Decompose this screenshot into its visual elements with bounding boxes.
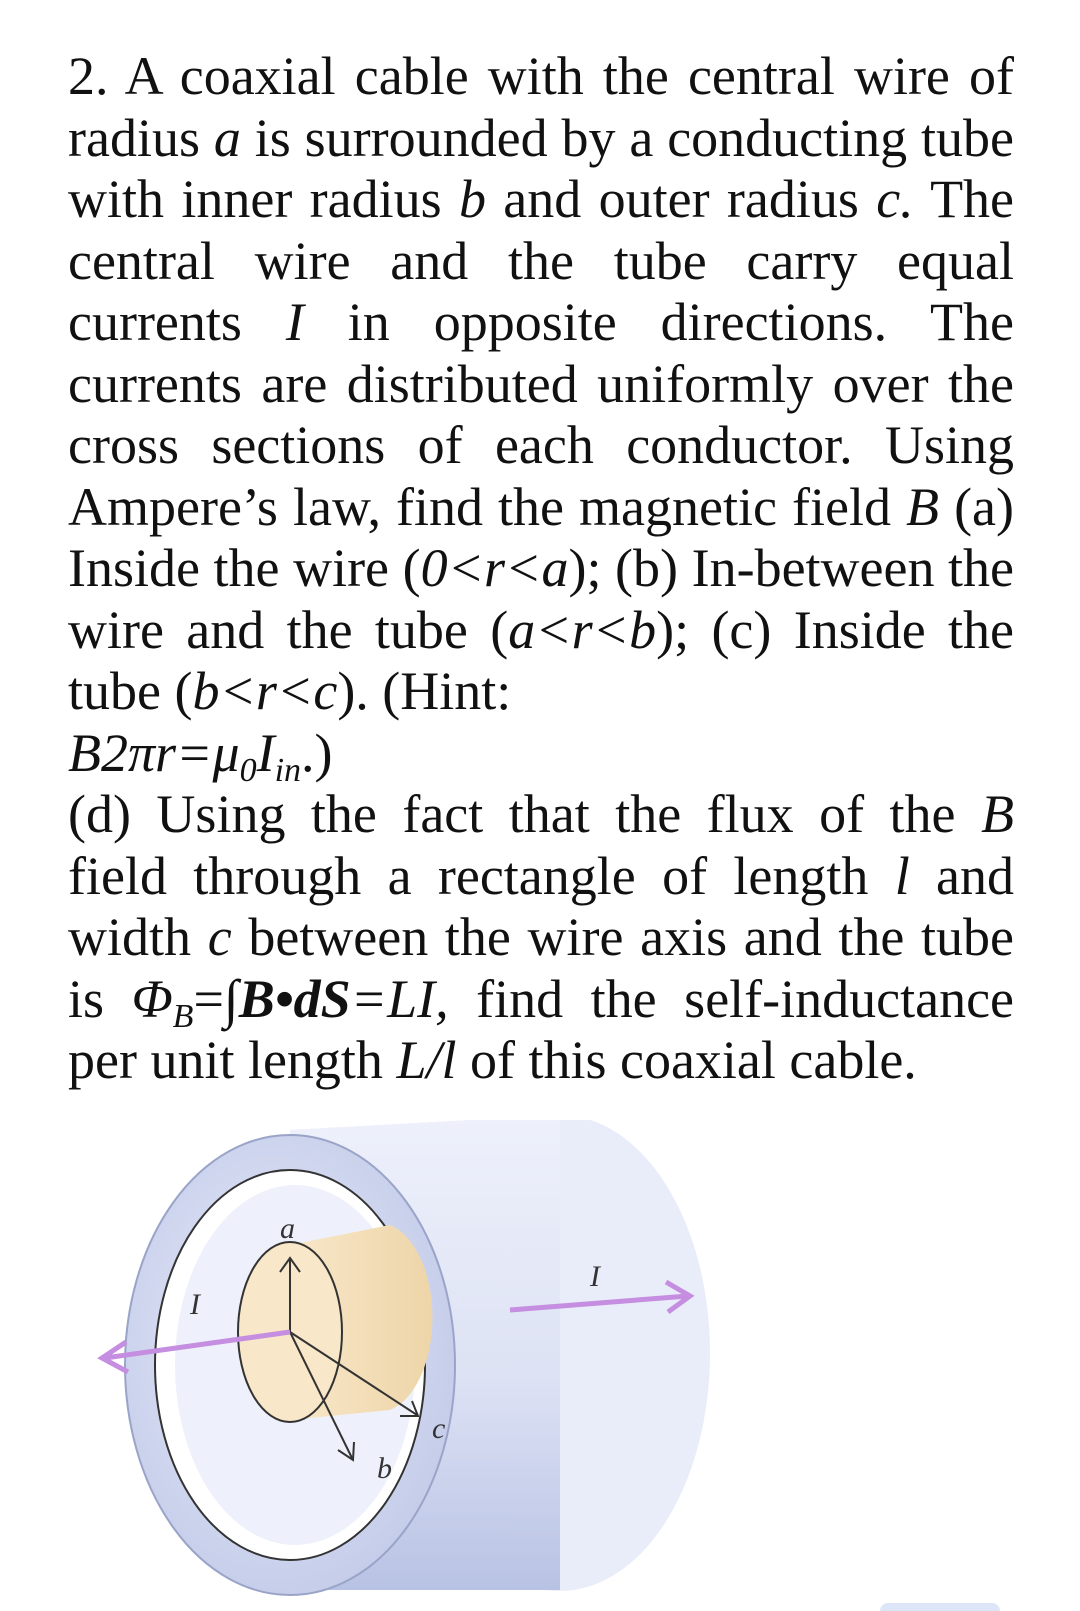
text-run: find the self-inductance per unit length	[68, 968, 1015, 1090]
text-run: (d) Using the fact that the flux of the	[68, 784, 956, 844]
part-c-range: b<r<c	[192, 661, 338, 721]
var-B: B	[906, 476, 940, 537]
text-run: of this coaxial cable.	[469, 1030, 917, 1090]
text-run: ); (b)	[568, 538, 679, 598]
label-b: b	[377, 1452, 392, 1485]
problem-text	[68, 46, 1014, 1092]
part-b-label: In-between the wire and the tube (	[68, 538, 1015, 660]
hint-subscript-in: in	[274, 751, 302, 789]
text-run: between the wire axis and the tube is	[68, 907, 1015, 1029]
text-run: );	[656, 599, 690, 660]
hint-current: I	[256, 722, 275, 783]
flux-subscript: B	[172, 997, 194, 1035]
var-c: c	[207, 907, 232, 967]
page-edge-shape	[880, 1603, 1000, 1611]
hint-subscript-zero: 0	[239, 751, 257, 789]
hint-equation: B2πr=μ	[68, 722, 240, 783]
coaxial-cable-diagram	[90, 1120, 730, 1600]
label-c: c	[432, 1412, 446, 1445]
part-c-label: (c) Inside the tube (	[68, 599, 1015, 721]
label-a: a	[280, 1212, 295, 1245]
flux-rhs: =LI,	[350, 968, 449, 1029]
text-run: The central wire and the tube carry equal currents	[68, 169, 1015, 352]
part-d-paragraph	[68, 784, 1014, 1092]
text-run: and outer radius	[503, 169, 859, 229]
label-current-left: I	[190, 1288, 200, 1321]
var-c: c.	[876, 169, 914, 229]
flux-integrand: B•dS	[238, 968, 351, 1029]
var-b: b	[458, 169, 486, 229]
part-b-range: a<r<b	[508, 599, 657, 660]
hint-line	[68, 722, 1014, 789]
text-run: A coaxial cable with the central wire of radius	[68, 46, 1014, 168]
problem-paragraph-1	[68, 46, 1014, 723]
part-a-label: (a) Inside the wire (	[68, 476, 1014, 598]
part-a-range: 0<r<a	[420, 538, 569, 598]
var-L-over-l: L/l	[396, 1030, 457, 1090]
var-B: B	[981, 784, 1015, 844]
var-a: a	[213, 107, 241, 168]
text-run: .)	[301, 722, 333, 783]
label-current-right: I	[590, 1260, 600, 1293]
var-l: l	[894, 845, 910, 906]
text-run: field through a rectangle of length	[68, 845, 869, 906]
text-run: is surrounded by a conducting tube with inner radius	[68, 107, 1015, 229]
flux-integral: =∫	[193, 968, 239, 1029]
flux-symbol: Φ	[131, 968, 173, 1029]
problem-number: 2.	[68, 46, 109, 106]
text-run: and width	[68, 845, 1014, 967]
text-run: ). (Hint:	[337, 661, 512, 721]
var-I: I	[285, 292, 304, 352]
text-run: in opposite directions. The currents are distributed uniformly over the cross sections of each conductor. Using Ampere’s law, find the magnetic field	[68, 292, 1014, 537]
coaxial-cable-figure	[90, 1120, 730, 1600]
